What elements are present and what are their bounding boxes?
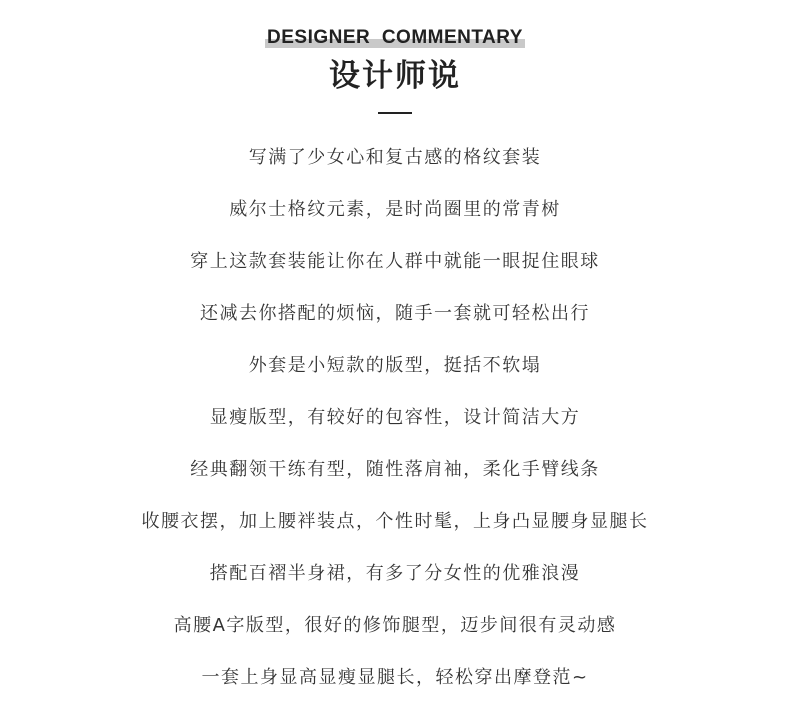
- commentary-list: [0, 142, 790, 714]
- english-title: DESIGNER COMMENTARY: [267, 27, 523, 48]
- english-title-block: [265, 26, 525, 50]
- page-header: [0, 26, 790, 114]
- commentary-line: 显瘦版型，有较好的包容性，设计简洁大方: [209, 407, 581, 428]
- commentary-line: 收腰衣摆，加上腰袢装点，个性时髦，上身凸显腰身显腿长: [141, 511, 649, 532]
- commentary-line: 外套是小短款的版型，挺括不软塌: [248, 355, 542, 376]
- commentary-line: 搭配百褶半身裙，有多了分女性的优雅浪漫: [209, 563, 581, 584]
- commentary-line: 写满了少女心和复古感的格纹套装: [248, 147, 542, 168]
- commentary-line: 一套上身显高显瘦显腿长，轻松穿出摩登范~: [201, 667, 589, 688]
- commentary-line: 穿上这款套装能让你在人群中就能一眼捉住眼球: [190, 251, 600, 272]
- commentary-line: 经典翻领干练有型，随性落肩袖，柔化手臂线条: [190, 459, 600, 480]
- commentary-line: 高腰A字版型，很好的修饰腿型，迈步间很有灵动感: [173, 615, 617, 636]
- title-divider: [378, 112, 412, 114]
- commentary-line: 还减去你搭配的烦恼，随手一套就可轻松出行: [200, 303, 590, 324]
- commentary-line: 威尔士格纹元素，是时尚圈里的常青树: [229, 199, 561, 220]
- chinese-title: 设计师说: [329, 58, 461, 94]
